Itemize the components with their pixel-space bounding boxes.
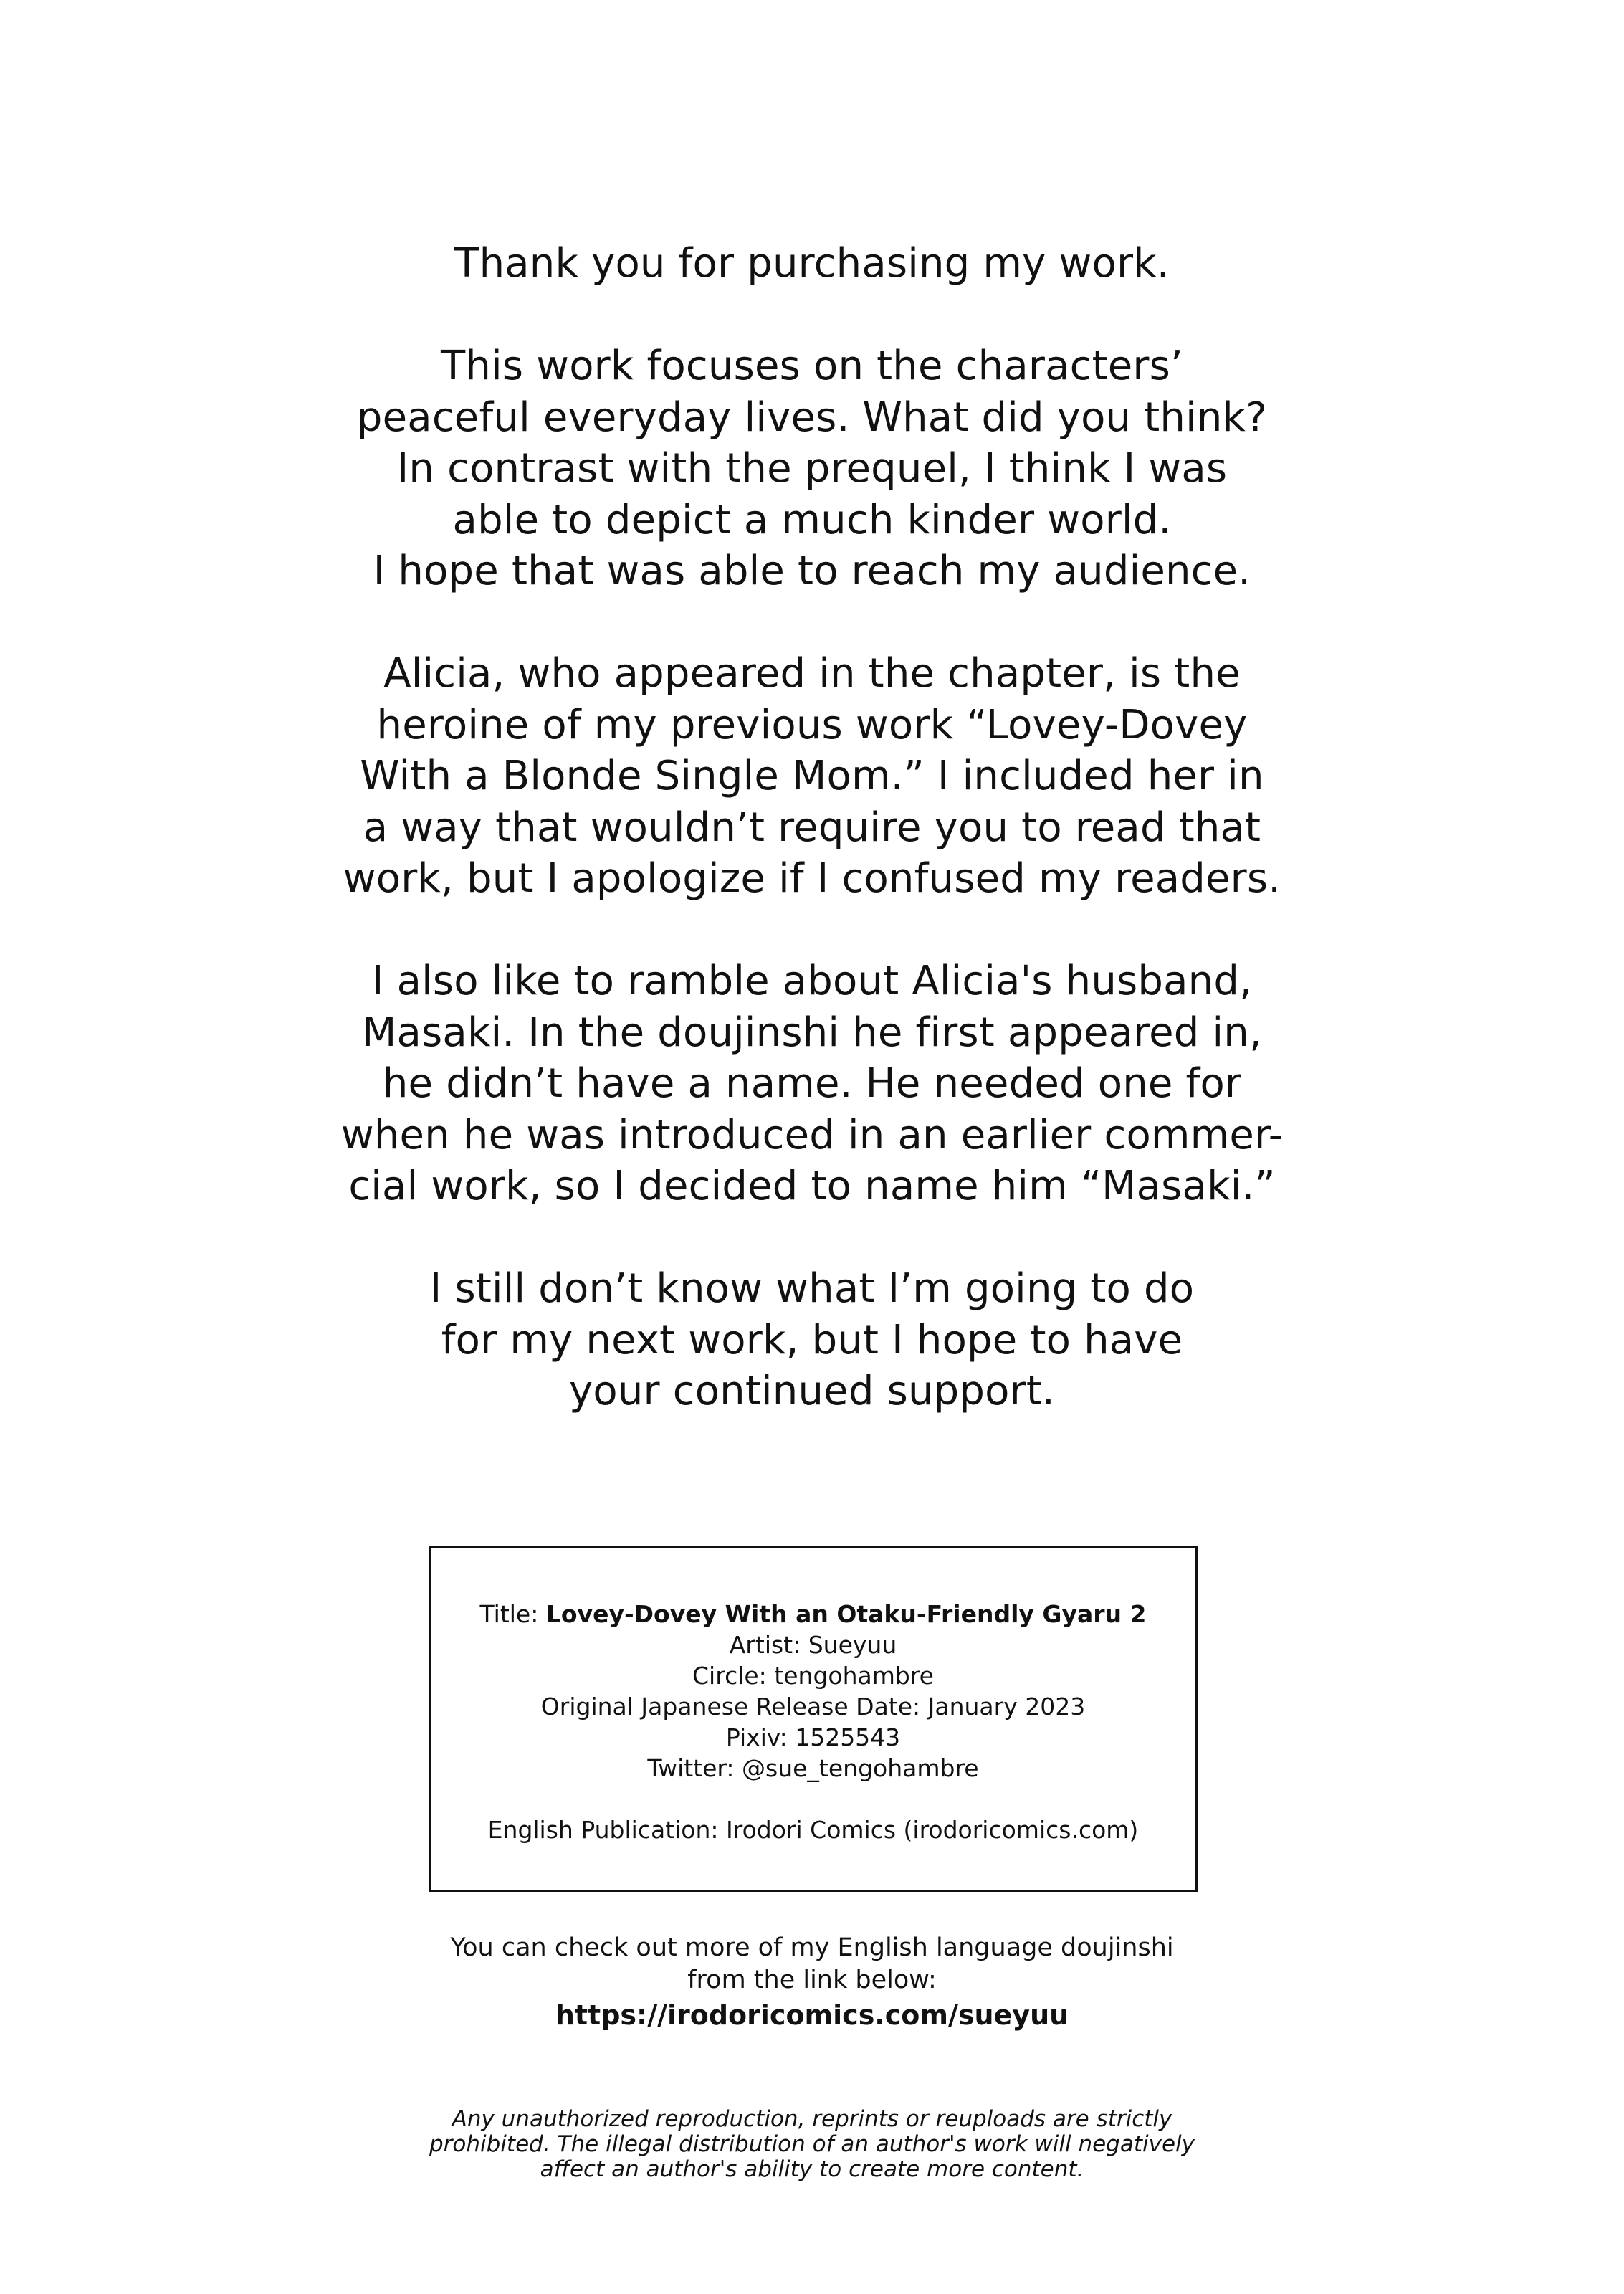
credits-twitter: Twitter: @sue_tengohambre xyxy=(647,1754,979,1782)
afterword-line: I also like to ramble about Alicia's husband, xyxy=(371,958,1253,1004)
afterword-paragraph-3 xyxy=(0,648,1624,905)
afterword-line: cial work, so I decided to name him “Masaki.” xyxy=(348,1163,1276,1209)
afterword-line: he didn’t have a name. He needed one for xyxy=(382,1060,1242,1107)
afterword-paragraph-5 xyxy=(0,1263,1624,1417)
afterword-paragraph-2 xyxy=(0,341,1624,597)
afterword-line: This work focuses on the characters’ xyxy=(440,343,1183,389)
more-works-line-2: from the link below: xyxy=(687,1966,937,1994)
afterword-line: Thank you for purchasing my work. xyxy=(454,240,1170,287)
afterword-line: a way that wouldn’t require you to read that xyxy=(363,804,1261,851)
credits-pixiv: Pixiv: 1525543 xyxy=(725,1723,901,1751)
afterword-paragraph-4 xyxy=(0,956,1624,1212)
credits-title xyxy=(431,1599,1195,1629)
afterword-line: Alicia, who appeared in the chapter, is the xyxy=(383,650,1241,697)
afterword-text xyxy=(0,238,1624,1468)
credits-release-date: Original Japanese Release Date: January 2023 xyxy=(540,1693,1086,1720)
disclaimer-line-3: affect an author's ability to create more content. xyxy=(540,2156,1084,2182)
credits-title-label: Title: xyxy=(479,1600,546,1628)
disclaimer-line-1: Any unauthorized reproduction, reprints or reuploads are strictly xyxy=(452,2106,1172,2132)
credits-spacer xyxy=(431,1784,1195,1814)
afterword-line: I still don’t know what I’m going to do xyxy=(429,1265,1195,1312)
afterword-paragraph-1 xyxy=(0,238,1624,290)
afterword-line: With a Blonde Single Mom.” I included her in xyxy=(360,753,1264,799)
more-works-line-1: You can check out more of my English language doujinshi xyxy=(450,1933,1174,1962)
more-works-note xyxy=(0,1932,1624,2034)
credits-circle: Circle: tengohambre xyxy=(692,1662,934,1690)
afterword-line: peaceful everyday lives. What did you think? xyxy=(356,394,1268,441)
afterword-line: when he was introduced in an earlier commer- xyxy=(340,1111,1284,1158)
afterword-line: work, but I apologize if I confused my readers. xyxy=(343,855,1281,902)
afterword-line: heroine of my previous work “Lovey-Dovey xyxy=(376,701,1248,748)
afterword-line: Masaki. In the doujinshi he first appeared in, xyxy=(362,1009,1262,1056)
afterword-line: In contrast with the prequel, I think I was xyxy=(396,445,1228,492)
disclaimer-line-2: prohibited. The illegal distribution of an author's work will negatively xyxy=(429,2131,1195,2157)
credits-publication: English Publication: Irodori Comics (irodoricomics.com) xyxy=(487,1816,1139,1844)
afterword-line: for my next work, but I hope to have xyxy=(441,1316,1183,1363)
credits-box xyxy=(429,1546,1198,1892)
credits-artist: Artist: Sueyuu xyxy=(729,1631,897,1659)
afterword-line: I hope that was able to reach my audience. xyxy=(373,548,1251,594)
credits-title-value: Lovey-Dovey With an Otaku-Friendly Gyaru 2 xyxy=(545,1600,1147,1628)
afterword-line: your continued support. xyxy=(569,1368,1055,1414)
afterword-line: able to depict a much kinder world. xyxy=(452,496,1172,543)
copyright-disclaimer xyxy=(0,2107,1624,2182)
credits-list xyxy=(431,1599,1195,1845)
more-works-link[interactable]: https://irodoricomics.com/sueyuu xyxy=(555,1999,1069,2031)
